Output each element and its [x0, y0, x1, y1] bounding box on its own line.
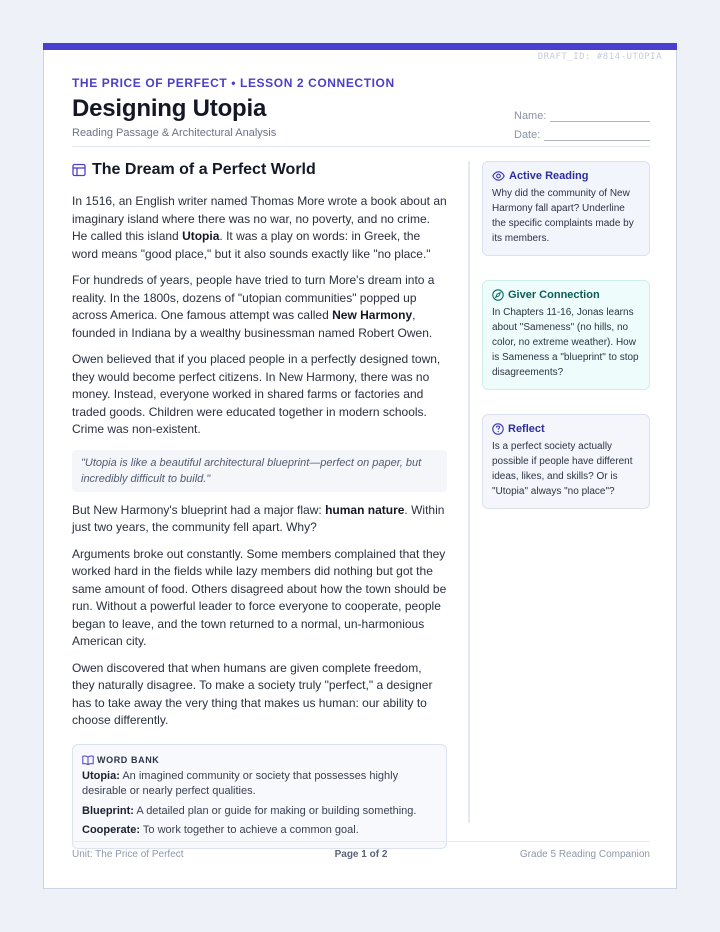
word-definition: A detailed plan or guide for making or building something. [133, 804, 417, 817]
paragraph-1 [72, 193, 447, 263]
question-circle-icon [492, 423, 504, 435]
date-label: Date: [514, 129, 541, 141]
word-definition: An imagined community or society that possesses highly desirable or nearly perfect qualities. [82, 769, 399, 797]
word-bank [72, 744, 447, 849]
eye-icon [492, 171, 505, 181]
reading-passage [72, 161, 447, 849]
card-heading [492, 170, 640, 182]
word-bank-item [82, 823, 437, 839]
word-bank-item [82, 804, 437, 820]
footer-unit: Unit: The Price of Perfect [72, 849, 184, 860]
card-active-reading [482, 161, 650, 256]
word-definition: To work together to achieve a common goal. [140, 824, 359, 836]
date-field[interactable] [514, 125, 650, 141]
worksheet-page [43, 43, 677, 889]
card-heading [492, 289, 640, 301]
footer-page-number: Page 1 of 2 [334, 849, 388, 860]
page-subtitle: Reading Passage & Architectural Analysis [72, 127, 277, 139]
accent-top-bar [43, 43, 677, 50]
card-heading [492, 423, 640, 435]
paragraph-2 [72, 272, 447, 342]
page-header [72, 76, 650, 139]
card-title: Active Reading [509, 170, 589, 182]
footer-divider [72, 841, 650, 842]
lesson-eyebrow: THE PRICE OF PERFECT • LESSON 2 CONNECTION [72, 76, 395, 90]
word-term: Utopia: [82, 769, 120, 782]
card-reflect [482, 414, 650, 509]
book-icon [82, 755, 94, 765]
card-body: Is a perfect society actually possible if people have different ideas, likes, and skills? Or is "Utopia" always "no place"? [492, 441, 633, 497]
column-divider [468, 161, 470, 823]
text-run: But New Harmony's blueprint had a major flaw: [72, 502, 326, 517]
text-run: . Within just two years, the community fell apart. Why? [72, 502, 445, 534]
name-field[interactable] [514, 106, 650, 122]
section-title: The Dream of a Perfect World [92, 161, 316, 178]
page-footer [72, 849, 650, 863]
text-run: In 1516, an English writer named Thomas More wrote a book about an imaginary island where there was no war, no poverty, and no crime. He called this island [72, 194, 447, 243]
word-term: Blueprint: [82, 804, 134, 817]
paragraph-5: Arguments broke out constantly. Some members complained that they worked hard in the fields while lazy members did nothing but got the same amount of food. Others disagreed about how the town should be run. Without a powerful leader to force everyone to cooperate, people began to leave, and the town returned to a normal, un-harmonious American city. [72, 546, 447, 648]
layout-icon [72, 163, 86, 177]
student-fields [514, 106, 650, 144]
paragraph-3: Owen believed that if you placed people in a perfectly designed town, they would become perfect citizens. In New Harmony, there was no money. Instead, everyone worked in shared farms or factories and traded goods. Children were educated together in modern schools. Crime was non-existent. [72, 352, 441, 436]
card-title: Giver Connection [508, 289, 600, 301]
text-run: . It was a play on words: in Greek, the word means "good place," but it also sounds exactly like "no place." [72, 229, 431, 261]
date-line[interactable] [544, 129, 650, 141]
word-bank-heading [82, 755, 437, 765]
term-utopia: Utopia [182, 229, 220, 243]
text-run: , founded in Indiana by a wealthy businessman named Robert Owen. [72, 308, 433, 340]
card-body: Why did the community of New Harmony fall apart? Underline the specific complaints made by its members. [492, 188, 634, 244]
page-title: Designing Utopia [72, 95, 267, 122]
word-term: Cooperate: [82, 824, 141, 836]
header-divider [72, 146, 650, 147]
card-body: In Chapters 11-16, Jonas learns about "Sameness" (no hills, no color, no extreme weather). How is Sameness a "blueprint" to stop disagreements? [492, 307, 639, 378]
card-title: Reflect [508, 423, 545, 435]
paragraph-4 [72, 502, 447, 537]
section-heading [72, 161, 447, 179]
word-bank-item [82, 769, 437, 800]
paragraph-6: Owen discovered that when humans are given complete freedom, they naturally disagree. To make a society truly "perfect," a designer has to take away the very thing that makes us human: our ability to choose differently. [72, 660, 433, 727]
compass-icon [492, 289, 504, 301]
word-bank-title: WORD BANK [97, 754, 160, 765]
footer-grade: Grade 5 Reading Companion [519, 849, 650, 860]
term-human-nature: human nature [325, 502, 405, 517]
pull-quote: "Utopia is like a beautiful architectural blueprint—perfect on paper, but incredibly difficult to build." [72, 450, 447, 492]
draft-id: DRAFT_ID: #814-UTOPIA [537, 52, 662, 62]
card-giver-connection [482, 280, 650, 390]
name-label: Name: [514, 110, 547, 122]
name-line[interactable] [550, 110, 650, 122]
term-new-harmony: New Harmony [332, 308, 413, 322]
sidebar [482, 161, 650, 533]
text-run: For hundreds of years, people have tried to turn More's dream into a reality. In the 1800s, dozens of "utopian communities" popped up across America. One famous attempt was called [72, 273, 435, 322]
